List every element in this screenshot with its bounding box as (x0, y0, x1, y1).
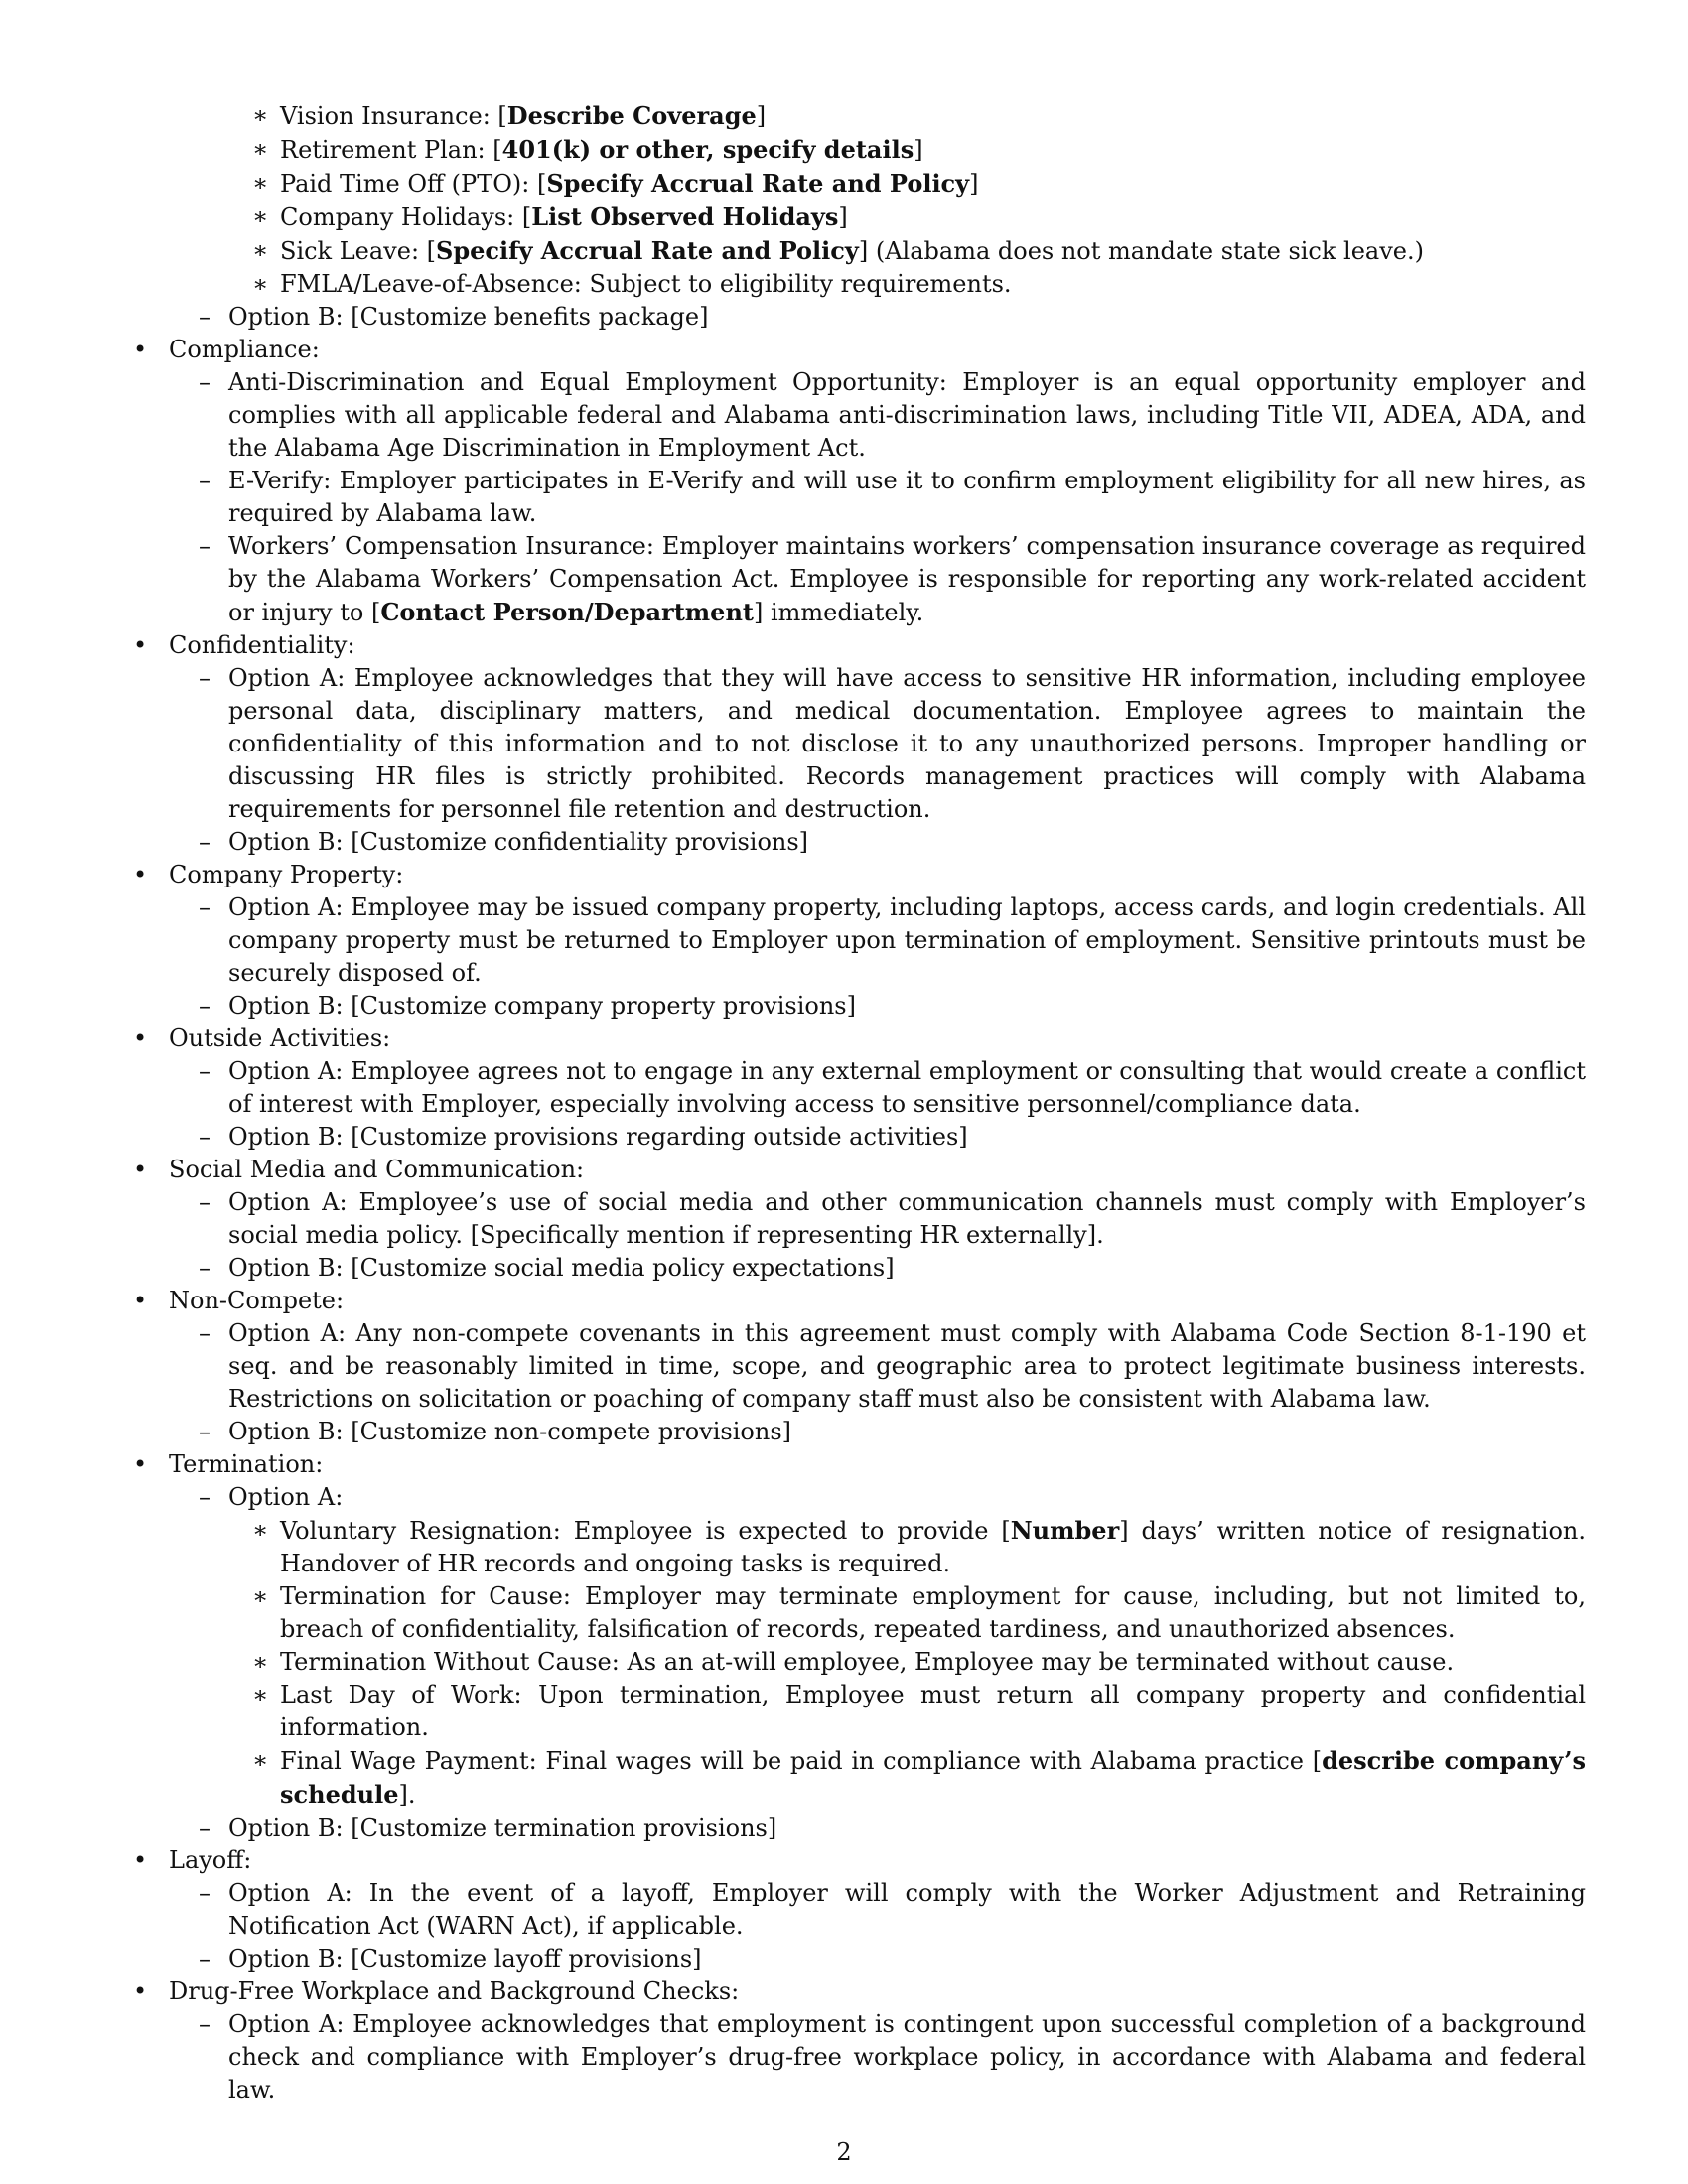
compliance-items (169, 366, 1586, 629)
option-label: Option A: (228, 1483, 344, 1511)
placeholder-bold: List Observed Holidays (531, 203, 839, 231)
layoff-options (169, 1877, 1586, 1976)
section-heading: Layoff: (169, 1846, 252, 1874)
item-text: Company Holidays: [ (280, 204, 532, 231)
section-layoff (129, 1844, 1586, 1976)
section-heading: Outside Activities: (169, 1024, 391, 1052)
section-heading: Compliance: (169, 336, 320, 363)
termination-items (228, 1514, 1586, 1812)
benefits-options (129, 301, 1586, 334)
option-b: – Option B: [Customize social media policy expectations] (169, 1252, 1586, 1285)
list-item-fmla: ∗ FMLA/Leave-of-Absence: Subject to eligibility requirements. (228, 268, 1586, 301)
outside-options (169, 1055, 1586, 1154)
section-confidentiality (129, 629, 1586, 859)
placeholder-bold: Contact Person/Department (380, 598, 754, 626)
section-social-media (129, 1154, 1586, 1285)
drugfree-options (169, 2008, 1586, 2107)
item-text: Voluntary Resignation: Employee is expected to provide [ (280, 1517, 1011, 1545)
option-b: – Option B: [Customize termination provisions] (169, 1812, 1586, 1844)
option-a: – Option A: In the event of a layoff, Employer will comply with the Worker Adjustment and Retraining Notification Act (WARN Act), if applicable. (169, 1877, 1586, 1943)
placeholder-bold: Describe Coverage (506, 101, 757, 130)
section-heading: Drug-Free Workplace and Background Checks: (169, 1978, 740, 2005)
section-heading: Confidentiality: (169, 631, 355, 659)
option-b: – Option B: [Customize layoff provisions] (169, 1943, 1586, 1976)
benefits-list (129, 99, 1586, 301)
placeholder-bold: 401(k) or other, specify details (501, 135, 914, 164)
section-drug-free (129, 1976, 1586, 2107)
list-item-last-day: ∗ Last Day of Work: Upon termination, Employee must return all company property and confidential information. (228, 1679, 1586, 1744)
list-item-pto (228, 167, 1586, 201)
item-text: ] days’ written notice of resignation. Handover of HR records and ongoing tasks is required. (280, 1517, 1586, 1577)
option-a: – Option A: Employee’s use of social media and other communication channels must comply with Employer’s social media policy. [Specifically mention if representing HR externally]. (169, 1186, 1586, 1252)
option-b: – Option B: [Customize benefits package] (169, 301, 1586, 334)
item-text: Sick Leave: [ (280, 237, 437, 265)
option-a: – Option A: Any non-compete covenants in this agreement must comply with Alabama Code Section 8-1-190 et seq. and be reasonably limited in time, scope, and geographic area to protect legitimate business interests. Restrictions on solicitation or poaching of company staff must also be consistent with Alabama law. (169, 1317, 1586, 1416)
item-text: ] immediately. (753, 599, 924, 626)
section-compliance (129, 334, 1586, 629)
section-company-property (129, 859, 1586, 1023)
list-item-holidays (228, 201, 1586, 234)
item-text: ] (838, 204, 848, 231)
property-options (169, 891, 1586, 1023)
section-heading: Termination: (169, 1450, 324, 1478)
placeholder-bold: Specify Accrual Rate and Policy (546, 169, 970, 198)
confidentiality-options (169, 662, 1586, 859)
list-item-final-wage (228, 1744, 1586, 1812)
option-a: – Option A: Employee may be issued company property, including laptops, access cards, and login credentials. All company property must be returned to Employer upon termination of employment. Sensitive printouts must be securely disposed of. (169, 891, 1586, 990)
section-non-compete (129, 1285, 1586, 1448)
section-heading: Company Property: (169, 861, 404, 888)
placeholder-bold: describe company’s schedule (280, 1746, 1586, 1809)
section-outside-activities (129, 1023, 1586, 1154)
section-heading: Non-Compete: (169, 1287, 345, 1314)
list-item-for-cause: ∗ Termination for Cause: Employer may terminate employment for cause, including, but not limited to, breach of confidentiality, falsification of records, repeated tardiness, and unauthorized absences. (228, 1580, 1586, 1646)
item-text: Final Wage Payment: Final wages will be paid in compliance with Alabama practice [ (280, 1747, 1323, 1775)
option-a: – Option A: Employee agrees not to engage in any external employment or consulting that would create a conflict of interest with Employer, especially involving access to sensitive personnel/compliance data. (169, 1055, 1586, 1121)
item-text: ] (969, 170, 979, 198)
list-item-vision (228, 99, 1586, 133)
list-item-resignation (228, 1514, 1586, 1580)
item-text: ] (914, 136, 923, 164)
option-b: – Option B: [Customize confidentiality provisions] (169, 826, 1586, 859)
list-item-without-cause: ∗ Termination Without Cause: As an at-will employee, Employee may be terminated without cause. (228, 1646, 1586, 1679)
list-item-workers-comp (169, 530, 1586, 629)
option-a (169, 1481, 1586, 1812)
list-item-sick-leave (228, 234, 1586, 268)
option-a: – Option A: Employee acknowledges that employment is contingent upon successful completion of a background check and compliance with Employer’s drug-free workplace policy, in accordance with Alabama and federal law. (169, 2008, 1586, 2107)
document-body (129, 99, 1586, 2107)
placeholder-bold: Specify Accrual Rate and Policy (436, 236, 859, 265)
list-item-retirement (228, 133, 1586, 167)
placeholder-bold: Number (1010, 1516, 1120, 1545)
social-options (169, 1186, 1586, 1285)
item-text: Retirement Plan: [ (280, 136, 502, 164)
noncompete-options (169, 1317, 1586, 1448)
item-text: Workers’ Compensation Insurance: Employer maintains workers’ compensation insurance coverage as required by the Alabama Workers’ Compensation Act. Employee is responsible for reporting any work-related accident or injury to [ (228, 532, 1586, 626)
section-list (129, 334, 1586, 2107)
option-b: – Option B: [Customize non-compete provisions] (169, 1416, 1586, 1448)
list-item-eeo: – Anti-Discrimination and Equal Employment Opportunity: Employer is an equal opportunity employer and complies with all applicable federal and Alabama anti-discrimination laws, including Title VII, ADEA, ADA, and the Alabama Age Discrimination in Employment Act. (169, 366, 1586, 465)
option-a: – Option A: Employee acknowledges that they will have access to sensitive HR information, including employee personal data, disciplinary matters, and medical documentation. Employee agrees to maintain the confidentiality of this information and to not disclose it to any unauthorized persons. Improper handling or discussing HR files is strictly prohibited. Records management practices will comply with Alabama requirements for personnel file retention and destruction. (169, 662, 1586, 826)
section-termination (129, 1448, 1586, 1844)
termination-options (169, 1481, 1586, 1844)
item-text: ] (Alabama does not mandate state sick leave.) (858, 237, 1424, 265)
option-b: – Option B: [Customize company property provisions] (169, 990, 1586, 1023)
item-text: Vision Insurance: [ (280, 102, 507, 130)
item-text: ]. (398, 1781, 416, 1809)
item-text: ] (756, 102, 767, 130)
list-item-everify: – E-Verify: Employer participates in E-Verify and will use it to confirm employment eligibility for all new hires, as required by Alabama law. (169, 465, 1586, 530)
item-text: Paid Time Off (PTO): [ (280, 170, 547, 198)
option-b: – Option B: [Customize provisions regarding outside activities] (169, 1121, 1586, 1154)
page-number: 2 (836, 2138, 852, 2166)
section-heading: Social Media and Communication: (169, 1156, 585, 1183)
